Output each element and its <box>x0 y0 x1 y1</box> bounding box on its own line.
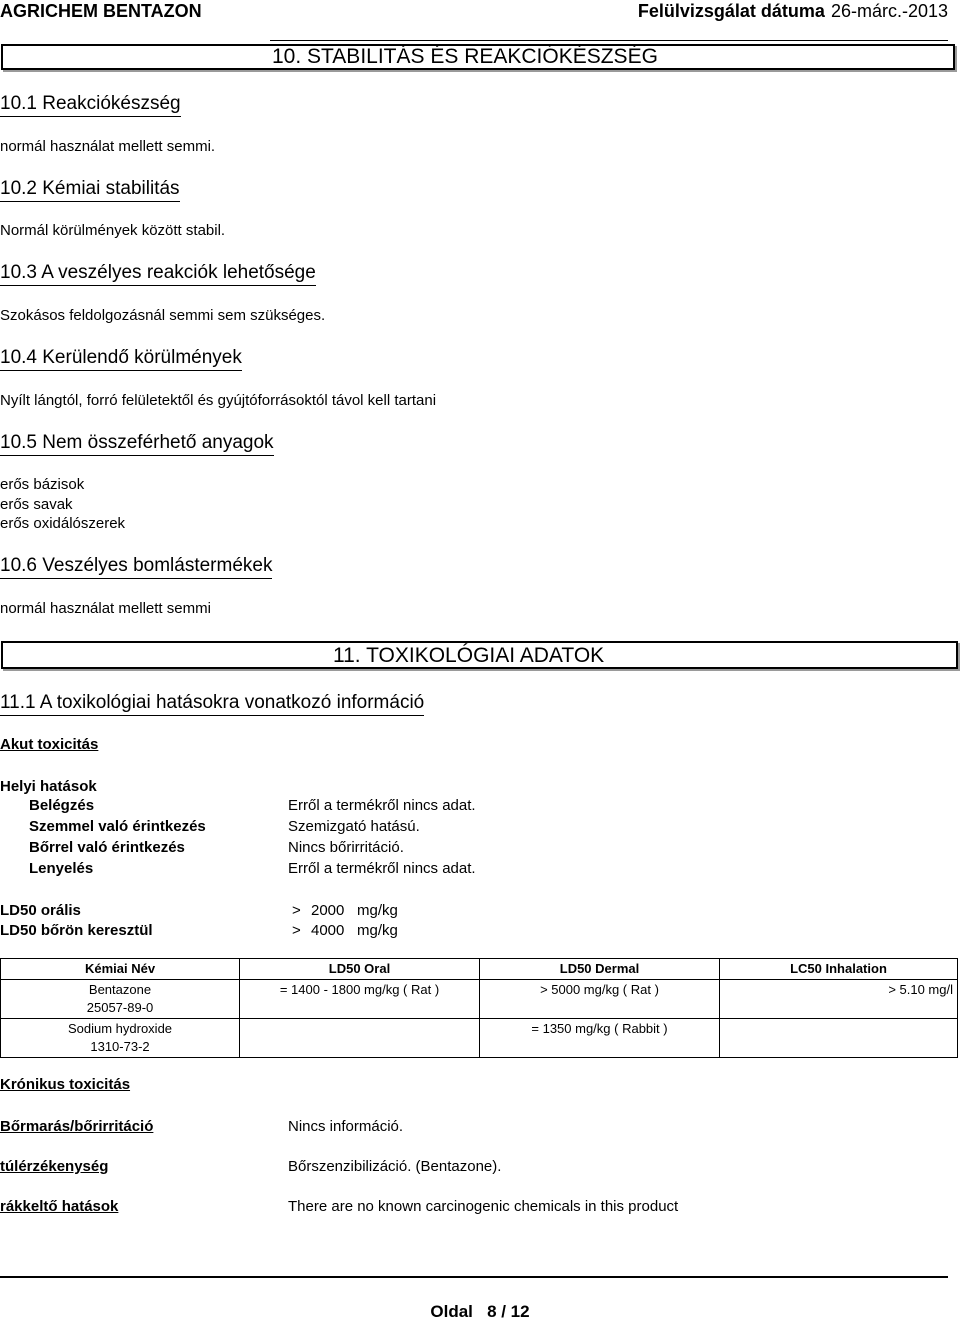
chronic-label: túlérzékenység <box>0 1158 109 1175</box>
ld50-dermal-cell: = 1350 mg/kg ( Rabbit ) <box>480 1019 720 1058</box>
acute-toxicity-heading: Akut toxicitás <box>0 736 99 753</box>
chronic-label: Bőrmarás/bőrirritáció <box>0 1118 154 1135</box>
section-10-1-text: normál használat mellett semmi. <box>0 138 216 155</box>
section-10-4-text: Nyílt lángtól, forró felületektől és gyújtóforrásoktól távol kell tartani <box>0 392 437 409</box>
local-effect-label: Bőrrel való érintkezés <box>29 839 185 856</box>
ld50-op: > <box>292 922 301 939</box>
section-10-3-text: Szokásos feldolgozásnál semmi sem szükséges. <box>0 307 326 324</box>
local-effect-label: Belégzés <box>29 797 95 814</box>
chronic-value: There are no known carcinogenic chemicals in this product <box>288 1198 679 1215</box>
section-11-title: 11. TOXIKOLÓGIAI ADATOK <box>333 644 605 667</box>
column-header: LD50 Oral <box>240 959 480 980</box>
chemical-name: Sodium hydroxide <box>67 1021 173 1036</box>
section-10-2-text: Normál körülmények között stabil. <box>0 222 226 239</box>
section-10-4-title: 10.4 Kerülendő körülmények <box>0 347 242 371</box>
column-header: LC50 Inhalation <box>720 959 958 980</box>
page-value: 8 / 12 <box>487 1302 530 1321</box>
revision-date-value: 26-márc.-2013 <box>830 1 948 21</box>
section-10-title: 10. STABILITÁS ÉS REAKCIÓKÉSZSÉG <box>272 45 658 68</box>
table-row <box>1 1019 958 1058</box>
section-10-5-title: 10.5 Nem összeférhető anyagok <box>0 432 274 456</box>
ld50-number: 4000 <box>311 922 345 939</box>
ld50-dermal-cell: > 5000 mg/kg ( Rat ) <box>480 980 720 1019</box>
section-10-5-line: erős savak <box>0 496 73 513</box>
table-row <box>1 980 958 1019</box>
section-10-2-title: 10.2 Kémiai stabilitás <box>0 178 180 202</box>
chronic-toxicity-heading: Krónikus toxicitás <box>0 1076 131 1093</box>
chemical-name-cell <box>1 1019 240 1058</box>
column-header: LD50 Dermal <box>480 959 720 980</box>
chronic-value: Bőrszenzibilizáció. (Bentazone). <box>288 1158 502 1175</box>
ld50-oral-cell: = 1400 - 1800 mg/kg ( Rat ) <box>240 980 480 1019</box>
toxicity-table <box>0 958 958 1058</box>
column-header: Kémiai Név <box>1 959 240 980</box>
cas-number: 1310-73-2 <box>90 1039 150 1054</box>
ld50-label: LD50 bőrön keresztül <box>0 922 153 939</box>
ld50-op: > <box>292 902 301 919</box>
local-effect-value: Erről a termékről nincs adat. <box>288 797 476 814</box>
section-10-6-text: normál használat mellett semmi <box>0 600 211 617</box>
cas-number: 25057-89-0 <box>86 1000 154 1015</box>
section-10-1-title: 10.1 Reakciókészség <box>0 93 181 117</box>
table-header-row <box>1 959 958 980</box>
local-effect-value: Szemizgató hatású. <box>288 818 420 835</box>
local-effect-label: Lenyelés <box>29 860 94 877</box>
header-rule <box>270 40 948 41</box>
local-effect-value: Nincs bőrirritáció. <box>288 839 404 856</box>
chemical-name: Bentazone <box>88 982 152 997</box>
section-10-5-line: erős oxidálószerek <box>0 515 126 532</box>
lc50-inhalation-cell <box>720 1019 958 1058</box>
revision-date <box>638 1 948 22</box>
ld50-label: LD50 orális <box>0 902 81 919</box>
footer-rule <box>0 1276 948 1278</box>
page-label: Oldal <box>430 1302 473 1321</box>
document-product-name: AGRICHEM BENTAZON <box>0 1 202 21</box>
ld50-oral-cell <box>240 1019 480 1058</box>
page-number <box>0 1302 960 1322</box>
chronic-value: Nincs információ. <box>288 1118 404 1135</box>
section-10-6-title: 10.6 Veszélyes bomlástermékek <box>0 555 272 579</box>
chemical-name-cell <box>1 980 240 1019</box>
ld50-unit: mg/kg <box>357 922 398 939</box>
revision-date-label: Felülvizsgálat dátuma <box>637 1 825 21</box>
section-10-5-line: erős bázisok <box>0 476 85 493</box>
chronic-label: rákkeltő hatások <box>0 1198 119 1215</box>
local-effect-label: Szemmel való érintkezés <box>29 818 206 835</box>
section-11-1-title: 11.1 A toxikológiai hatásokra vonatkozó információ <box>0 692 424 716</box>
ld50-unit: mg/kg <box>357 902 398 919</box>
local-effects-heading: Helyi hatások <box>0 778 97 795</box>
section-10-3-title: 10.3 A veszélyes reakciók lehetősége <box>0 262 316 286</box>
local-effect-value: Erről a termékről nincs adat. <box>288 860 476 877</box>
lc50-inhalation-cell: > 5.10 mg/l <box>720 980 958 1019</box>
ld50-number: 2000 <box>311 902 345 919</box>
